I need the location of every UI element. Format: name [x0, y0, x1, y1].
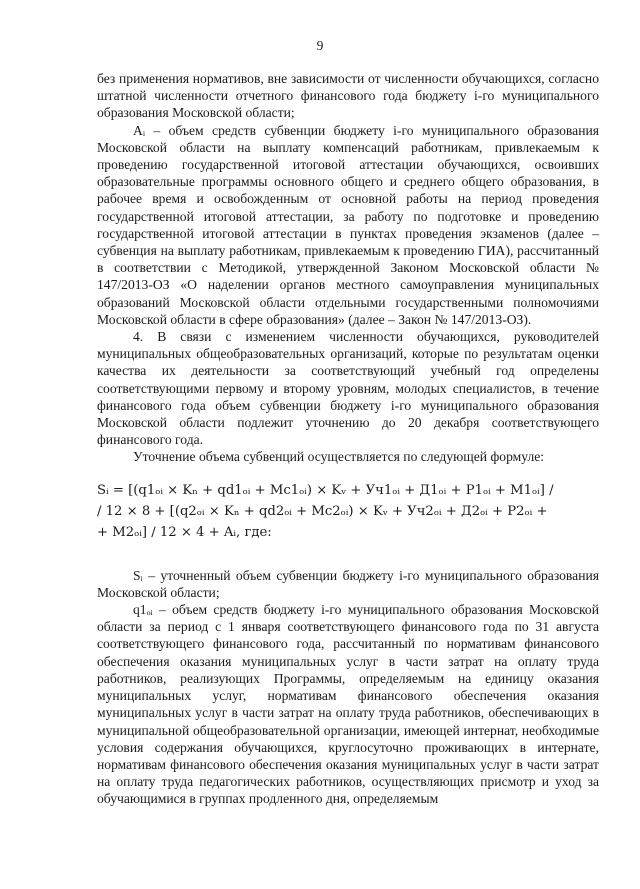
paragraph-q1-definition: q1ₒᵢ – объем средств бюджету i-го муниципального образования Московской области за период с 1 января соответствующего финансового года по 31 августа соответствующего финансового года, рассчитанный по нормативам финансового обеспечения оказания муниципальных услуг в части затрат на оплату труда работников, реализующих Программы, определяемым на единицу оказания муниципальных услуг, нормативам финансового обеспечения оказания муниципальных услуг в части затрат на оплату труда работников, обеспечивающих в муниципальной общеобразовательной организации, имеющей интернат, необходимые условия содержания обучающихся, круглосуточно проживающих в интернате, нормативам финансового обеспечения оказания муниципальных услуг в части затрат на оплату труда педагогических работников, осуществляющих присмотр и уход за обучающимися в группах продленного дня, определяемым [97, 602, 599, 807]
paragraph-ai-definition: Aᵢ – объем средств субвенции бюджету i-го муниципального образования Московской области на выплату компенсаций работникам, привлекаемым к проведению государственной итоговой аттестации обучающихся, освоивших образовательные программы основного общего и среднего общего образования, в рабочее время и освобожденным от основной работы на период проведения государственной итоговой аттестации, за работу по подготовке и проведению государственной итоговой аттестации в пунктах проведения экзаменов (далее – субвенция на выплату работникам, привлекаемым к проведению ГИА), рассчитанный в соответствии с Методикой, утвержденной Законом Московской области № 147/2013-ОЗ «О наделении органов местного самоуправления муниципальных образований Московской области отдельными государственными полномочиями Московской области в сфере образования» (далее – Закон № 147/2013-ОЗ). [97, 122, 599, 327]
page-number: 9 [316, 38, 324, 53]
formula-block [97, 480, 599, 543]
formula-line-1: Sᵢ = [(q1ₒᵢ × Kₙ + qd1ₒᵢ + Mc1ₒᵢ) × Kᵥ + Уч1ₒᵢ + Д1ₒᵢ + P1ₒᵢ + M1ₒᵢ] / [97, 482, 554, 498]
paragraph-si-definition: Sᵢ – уточненный объем субвенции бюджету i-го муниципального образования Московской области; [97, 567, 599, 600]
paragraph-formula-intro: Уточнение объема субвенций осуществляется по следующей формуле: [133, 449, 545, 465]
paragraph-intro: без применения нормативов, вне зависимости от численности обучающихся, согласно штатной численности отчетного финансового года бюджету i-го муниципального образования Московской области; [97, 71, 599, 121]
formula-line-3: + M2ₒᵢ] / 12 × 4 + Aᵢ, где: [97, 524, 272, 540]
paragraph-clause-4: 4. В связи с изменением численности обучающихся, руководителей муниципальных общеобразовательных организаций, которые по результатам оценки качества их деятельности за соответствующий учебный год определены соответствующими первому и второму уровням, молодых специалистов, в течение финансового года объем субвенции бюджету i-го муниципального образования Московской области подлежит уточнению до 20 декабря соответствующего финансового года. [97, 329, 599, 448]
formula-line-2: / 12 × 8 + [(q2ₒᵢ × Kₙ + qd2ₒᵢ + Mc2ₒᵢ) × Kᵥ + Уч2ₒᵢ + Д2ₒᵢ + P2ₒᵢ + [97, 503, 548, 519]
page-body [97, 70, 599, 808]
